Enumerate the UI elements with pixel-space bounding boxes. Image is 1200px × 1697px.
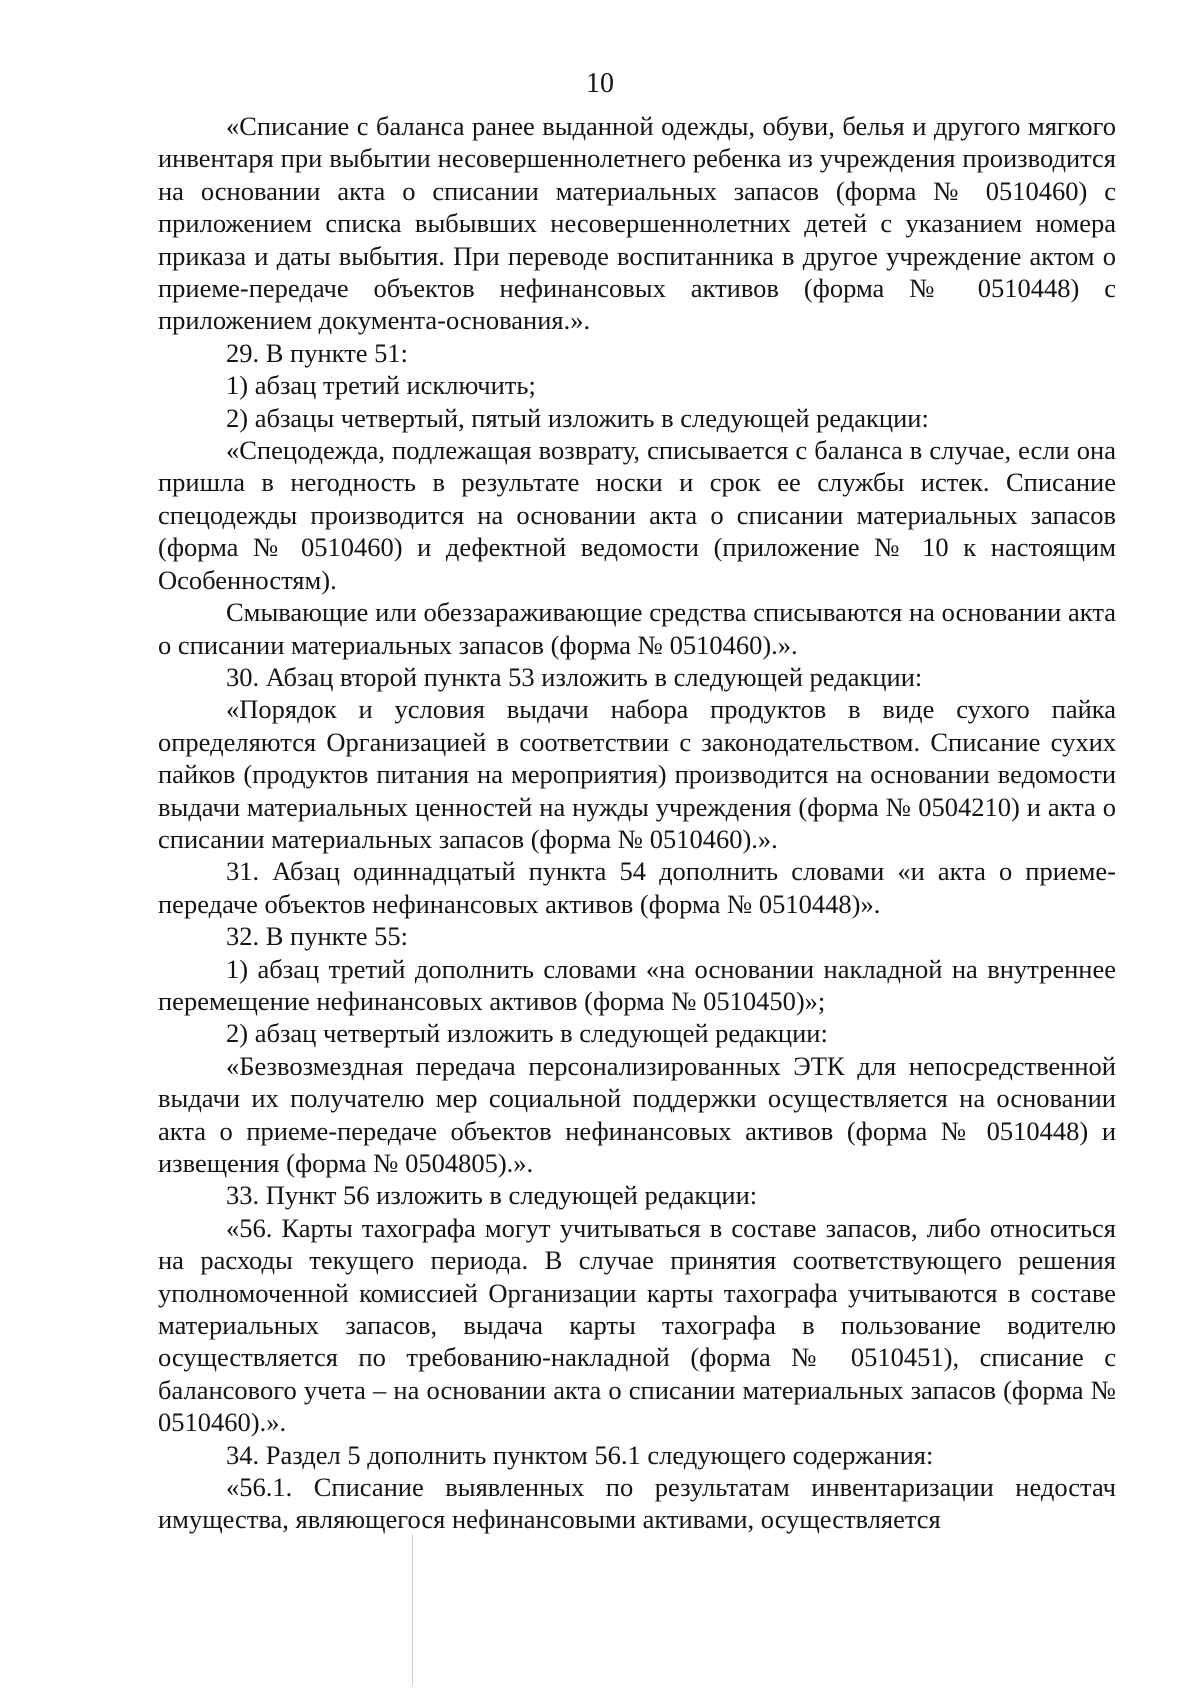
- paragraph-washing-agents: Смывающие или обеззараживающие средства списываются на основании акта о списании материальных запасов (форма № 0510460).».: [158, 597, 1116, 660]
- paragraph-etk-transfer: «Безвозмездная передача персонализированных ЭТК для непосредственной выдачи их получателю мер социальной поддержки осуществляется на основании акта о приеме-передаче объектов нефинансовых активов (форма № 0510448) и извещения (форма № 0504805).».: [158, 1050, 1116, 1178]
- paragraph-item-32: 32. В пункте 55:: [226, 921, 409, 952]
- paragraph-item-29-1: 1) абзац третий исключить;: [226, 370, 536, 401]
- paragraph-shortage-writeoff: «56.1. Списание выявленных по результатам инвентаризации недостач имущества, являющегося нефинансовыми активами, осуществляется: [158, 1472, 1116, 1535]
- paragraph-item-32-2: 2) абзац четвертый изложить в следующей редакции:: [226, 1018, 828, 1049]
- paragraph-item-29-2: 2) абзацы четвертый, пятый изложить в следующей редакции:: [226, 402, 929, 433]
- paragraph-item-33: 33. Пункт 56 изложить в следующей редакции:: [226, 1180, 758, 1211]
- paragraph-workwear: «Спецодежда, подлежащая возврату, списывается с баланса в случае, если она пришла в негодность в результате носки и срок ее службы истек. Списание спецодежды производится на основании акта о списании материальных запасов (форма № 0510460) и дефектной ведомости (приложение № 10 к настоящим Особенностям).: [158, 435, 1116, 595]
- paragraph-item-32-1: 1) абзац третий дополнить словами «на основании накладной на внутреннее перемещение нефинансовых активов (форма № 0510450)»;: [158, 953, 1116, 1016]
- scan-fold-mark: [412, 1535, 413, 1685]
- paragraph-item-34: 34. Раздел 5 дополнить пунктом 56.1 следующего содержания:: [226, 1439, 934, 1470]
- paragraph-dry-rations: «Порядок и условия выдачи набора продуктов в виде сухого пайка определяются Организацией в соответствии с законодательством. Списание сухих пайков (продуктов питания на мероприятия) производится на основании ведомости выдачи материальных ценностей на нужды учреждения (форма № 0504210) и акта о списании материальных запасов (форма № 0510460).».: [158, 694, 1116, 854]
- paragraph-item-30: 30. Абзац второй пункта 53 изложить в следующей редакции:: [226, 661, 923, 692]
- paragraph-clothing-writeoff: «Списание с баланса ранее выданной одежды, обуви, белья и другого мягкого инвентаря при выбытии несовершеннолетнего ребенка из учреждения производится на основании акта о списании материальных запасов (форма № 0510460) с приложением списка выбывших несовершеннолетних детей с указанием номера приказа и даты выбытия. При переводе воспитанника в другое учреждение актом о приеме-передаче объектов нефинансовых активов (форма № 0510448) с приложением документа-основания.».: [158, 111, 1116, 336]
- paragraph-tachograph-cards: «56. Карты тахографа могут учитываться в составе запасов, либо относиться на расходы текущего периода. В случае принятия соответствующего решения уполномоченной комиссией Организации карты тахографа учитываются в составе материальных запасов, выдача карты тахографа в пользование водителю осуществляется по требованию-накладной (форма № 0510451), списание с балансового учета – на основании акта о списании материальных запасов (форма № 0510460).».: [158, 1212, 1116, 1438]
- paragraph-item-31: 31. Абзац одиннадцатый пункта 54 дополнить словами «и акта о приеме-передаче объектов нефинансовых активов (форма № 0510448)».: [158, 856, 1116, 919]
- page-number: 10: [586, 68, 614, 99]
- document-body: [158, 110, 1116, 1536]
- paragraph-item-29: 29. В пункте 51:: [226, 337, 409, 368]
